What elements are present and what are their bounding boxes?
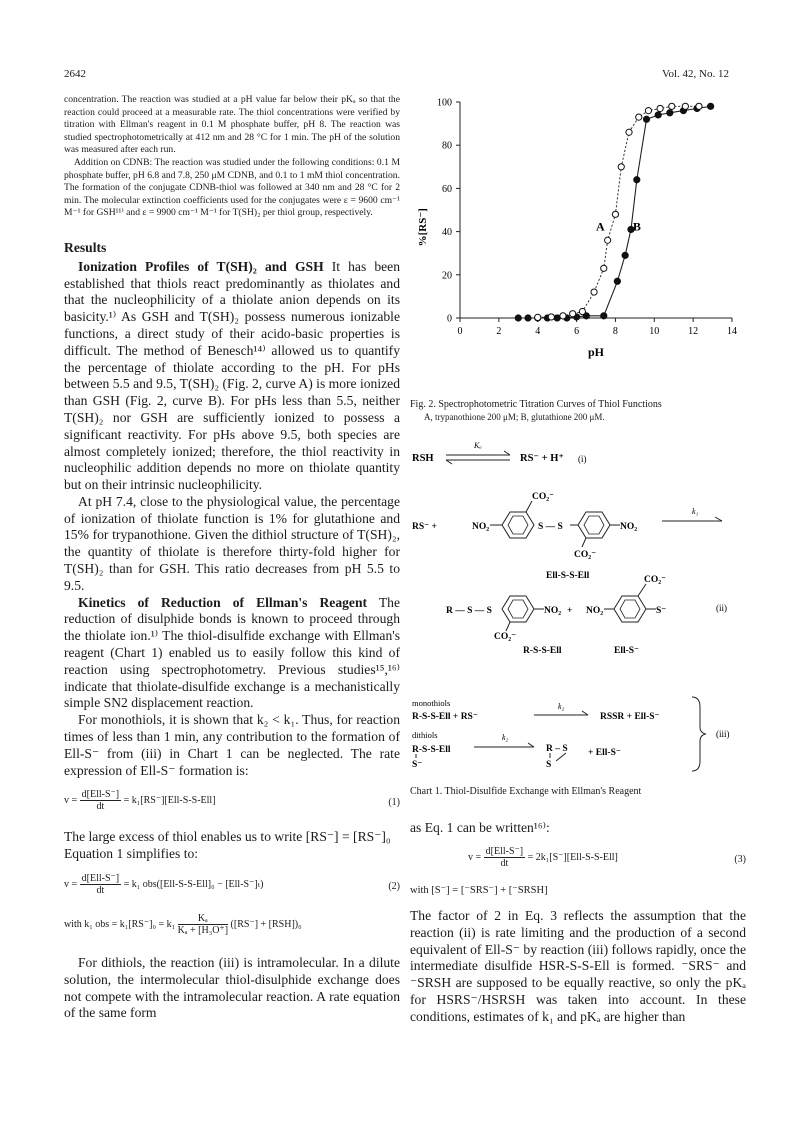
eq2-number: (2): [388, 881, 400, 893]
eq2-with-fraction: [178, 913, 228, 936]
reverse-arrow-head: [446, 460, 452, 464]
eq-ii-name-r-s-s-ell: R-S-S-Ell: [523, 646, 562, 656]
curve-b-point: [525, 315, 531, 321]
eq-ii-carboxylate-top: CO₂⁻: [532, 492, 555, 502]
eq-iii-di-left-thiolate: S⁻: [412, 760, 423, 770]
eq3-denominator: dt: [500, 858, 509, 869]
eq-iii-mono-left: R-S-S-Ell + RS⁻: [412, 712, 478, 722]
curve-b-point: [634, 177, 640, 183]
y-tick-label: 20: [442, 270, 452, 282]
factor-of-two-paragraph: The factor of 2 in Eq. 3 reflects the assumption that the reaction (ii) is rate limiting and the production of a second equivalent of Ell-S⁻ by reaction (iii) follows rapidly, once the intermediate disulfide HSR-S-S-Ell is formed. ⁻SRS⁻ and ⁻SRSH are supposed to be equally reactive, so only the pKₐ for HSRS⁻/HSRSH was taken into account. In these conditions, estimates of k₁ and pKₐ are higher than: [410, 908, 746, 1024]
figure-2-caption: [410, 398, 746, 424]
x-tick-label: 0: [457, 326, 463, 337]
curve-a-point: [636, 114, 642, 120]
curve-b-point: [614, 278, 620, 284]
methods-text: [64, 94, 400, 220]
curve-b-point: [601, 313, 607, 319]
mono-arrow-head: [582, 711, 588, 715]
eq2-rhs: = k₁ obs([Ell-S-S-Ell]₀ − [Ell-S⁻]ₜ): [123, 878, 264, 890]
eq3-fraction: [484, 846, 526, 869]
kinetics-runin: Kinetics of Reduction of Ellman's Reagent: [78, 594, 368, 610]
di-arrow-head: [528, 743, 534, 747]
eq-ii-constant: k₁: [692, 507, 699, 516]
curve-a-point: [657, 105, 663, 111]
eq2-lhs: v =: [64, 878, 78, 890]
eq-iii-k2-di: k₂: [502, 733, 509, 742]
curve-b-point: [554, 315, 560, 321]
ionization-paragraph: [64, 259, 400, 494]
eq-ii-r-s-s: R — S — S: [446, 606, 492, 616]
equation-1: [64, 789, 400, 821]
curve-a-line: [538, 106, 699, 317]
eq-ii-disulfide: S — S: [538, 522, 563, 532]
eq2-with-denominator: Kₐ + [H₃O⁺]: [177, 925, 229, 937]
equation-i: [412, 441, 587, 464]
kinetics-paragraph: [64, 595, 400, 713]
eq-ii-name-ell-s: Ell-S⁻: [614, 646, 640, 656]
left-column: [64, 94, 400, 1022]
eq-ii-nitro-4: NO₂: [586, 606, 604, 616]
benzene-ring-4-inner: [620, 600, 640, 618]
equation-3-wrap: [410, 846, 746, 896]
x-tick-label: 2: [496, 326, 502, 337]
eq1-numerator: d[Ell-S⁻]: [81, 789, 120, 801]
equation-3: [410, 846, 746, 878]
curve-a-point: [626, 129, 632, 135]
eq2-fraction: [80, 873, 122, 896]
equation-iii: [412, 697, 730, 771]
right-column-text: [410, 820, 746, 837]
results-section: [64, 240, 400, 780]
curve-a-point: [570, 311, 576, 317]
benzene-ring-3-inner: [508, 600, 528, 618]
x-tick-label: 4: [535, 326, 541, 337]
eq-ii-carboxylate-bottom: CO₂⁻: [574, 550, 597, 560]
curve-a-point: [591, 289, 597, 295]
eq-iii-mono-right: RSSR + Ell-S⁻: [600, 712, 660, 722]
eq-ii-carboxylate-3: CO₂⁻: [494, 632, 517, 642]
equation-2-with: [64, 913, 400, 947]
x-axis-label: pH: [587, 345, 605, 359]
bond-line: [526, 501, 532, 512]
y-axis-label: %[RS⁻]: [417, 208, 429, 247]
y-tick-label: 100: [437, 97, 452, 109]
curve-a-point: [669, 103, 675, 109]
eq-i-left: RSH: [412, 453, 434, 464]
eq1-rhs: = k₁[RS⁻][Ell-S-S-Ell]: [123, 795, 216, 807]
figure-2-caption-title: Fig. 2. Spectrophotometric Titration Curves of Thiol Functions: [410, 399, 662, 410]
y-tick-label: 40: [442, 227, 452, 239]
bond-line: [638, 584, 646, 596]
eq2-denominator: dt: [96, 885, 105, 897]
eq-ii-plus: +: [567, 606, 573, 616]
eq2-with-numerator: Kₐ: [178, 913, 228, 925]
curve-a-point: [560, 313, 566, 319]
curve-b-point: [622, 252, 628, 258]
bond-line: [556, 753, 566, 761]
eq1-number: (1): [388, 797, 400, 809]
eq-ii-nitro-right: NO₂: [620, 522, 638, 532]
curve-a-point: [548, 314, 554, 320]
eq-iii-di-right: R – S: [546, 744, 568, 754]
curve-a-point: [696, 103, 702, 109]
eq-i-right: RS⁻ + H⁺: [520, 453, 564, 464]
curve-b-point: [643, 116, 649, 122]
chart-ticks: [437, 98, 737, 338]
curve-a-point: [601, 265, 607, 271]
curve-a-label: A: [596, 219, 605, 234]
curve-b-point: [655, 112, 661, 118]
curve-a-point: [612, 211, 618, 217]
equation-2: [64, 873, 400, 905]
y-tick-label: 80: [442, 140, 452, 152]
curve-a-point: [535, 314, 541, 320]
eq-ii-nitro-3: NO₂: [544, 606, 562, 616]
eq-iii-di-right-product: + Ell-S⁻: [588, 748, 621, 758]
ionization-runin: Ionization Profiles of T(SH)₂ and GSH: [78, 258, 324, 274]
eq-iii-di-left: R-S-S-Ell: [412, 745, 451, 755]
forward-arrow-head: [504, 451, 510, 455]
equation-ii: [412, 492, 727, 656]
chart-1-scheme: [410, 435, 746, 775]
physiological-paragraph: At pH 7.4, close to the physiological value, the percentage of ionization of thiolate function is 1% for glutathione and 15% for trypanothione. Given the dithiol structure of T(SH)₂, the quantity of thiolate is therefore thirty-fold higher for T(SH)₂ than for GSH. This ratio decreases from pH 5.5 to 9.5.: [64, 493, 400, 593]
journal-volume: Vol. 42, No. 12: [661, 68, 729, 80]
large-excess-text: The large excess of thiol enables us to write [RS⁻] = [RS⁻]₀: [64, 829, 391, 845]
eq2-with-prefix: with k₁ obs = k₁[RS⁻]₀ = k₁: [64, 918, 176, 930]
eq-i-label: (i): [578, 454, 587, 464]
eq3-rhs: = 2k₁[S⁻][Ell-S-S-Ell]: [527, 851, 618, 863]
titration-chart: [410, 82, 746, 382]
eq3-lhs: v =: [468, 851, 482, 863]
page-number: 2642: [64, 68, 86, 80]
curve-a-point: [645, 108, 651, 114]
curve-a-point: [605, 237, 611, 243]
eq3-lead: as Eq. 1 can be written¹⁶⁾:: [410, 820, 550, 835]
right-column-paragraph: [410, 908, 746, 1026]
curve-b-label: B: [632, 219, 641, 234]
eq-ii-nitro-left: NO₂: [472, 522, 490, 532]
methods-paragraph-2: Addition on CDNB: The reaction was studied under the following conditions: 0.1 M phosphate buffer, pH 6.8 and 7.8, 250 μM CDNB, and 0.1 to 1 mM thiol concentration. The formation of the conjugate CDNB-thiol was followed at 340 nm and 28 °C for 2 min. The molecular extinction coefficients used for the conjugates were ε = 9600 cm⁻¹ M⁻¹ for GSH¹¹⁾ and ε = 9900 cm⁻¹ M⁻¹ for T(SH)₂ per thiol group, respectively.: [64, 156, 400, 219]
curve-b-point: [667, 110, 673, 116]
methods-paragraph-1: concentration. The reaction was studied at a pH value far below their pKₐ so that the reaction could proceed at a measurable rate. The thiol concentrations were verified by titration with Ellman's reagent in 0.1 M phosphate buffer, pH 8. The reaction was studied spectrophotometrically at 412 nm and 28 °C for 1 min. The pH of the solution was measured after each run.: [64, 94, 400, 156]
simplifies-text: Equation 1 simplifies to:: [64, 846, 199, 862]
eq2-with-suffix: ([RS⁻] + [RSH])₀: [230, 918, 302, 930]
kinetics-text: The reduction of disulphide bonds is known to proceed through the thiolate ion.¹⁾ The thiol-disulfide exchange with Ellman's reagent (Chart 1) enabled us to easily follow this kind of reaction using spectrophotometry. Previous studies¹⁵,¹⁶⁾ indicate that thiolate-disulfide exchange is a mechanistically simple SN2 displacement reaction.: [64, 594, 401, 711]
brace: [692, 697, 706, 771]
eq-iii-label: (iii): [716, 729, 730, 739]
eq1-denominator: dt: [96, 801, 105, 813]
eq-ii-carboxylate-4: CO₂⁻: [644, 575, 667, 585]
ionization-text: It has been established that thiols react predominantly as thiolates and that the nucleophilicity of a thiolate anion depends on its basicity.¹⁾ As GSH and T(SH)₂ possess numerous ionizable functions, a direct study of their acido-basic properties is difficult. The method of Benesch¹⁴⁾ allowed us to quantify the percentage of thiolate according to the pH. For pHs between 5.5 and 9.5, T(SH)₂ (Fig. 2, curve A) is more ionized than GSH (Fig. 2, curve B). For pHs less than 5.5, neither T(SH)₂ nor GSH are sufficiently ionized to possess a significant reactivity. For pHs above 9.5, both species are almost completely ionized; therefore, the thiol reactivity in nucleophilic addition depends no more on thiolate quantity but on their intrinsic nucleophilicity.: [64, 258, 400, 493]
chart-1-caption: Chart 1. Thiol-Disulfide Exchange with Ellman's Reagent: [410, 786, 642, 797]
eq-i-constant: Kₐ: [474, 441, 482, 450]
eq-ii-thiolate: RS⁻ +: [412, 522, 437, 532]
x-tick-label: 14: [727, 326, 737, 337]
rate-arrow-head: [715, 517, 722, 521]
bond-line: [582, 538, 586, 547]
eq-iii-di-right-s: S: [546, 760, 552, 770]
curve-a-point: [618, 164, 624, 170]
dithiols-paragraph: For dithiols, the reaction (iii) is intramolecular. In a dilute solution, the intermolecular thiol-disulphide exchange does not compete with the intramolecular reaction. A rate equation of the same form: [64, 955, 400, 1021]
eq-ii-name-ell-s-s-ell: Ell-S-S-Ell: [546, 571, 590, 581]
figure-2-caption-sub: A, trypanothione 200 μM; B, glutathione 200 μM.: [424, 412, 605, 422]
eq3-with: with [S⁻] = [⁻SRS⁻] + [⁻SRSH]: [410, 885, 548, 896]
eq3-number: (3): [734, 854, 746, 865]
benzene-ring-1-inner: [508, 516, 528, 534]
results-heading: Results: [64, 239, 107, 255]
y-tick-label: 0: [447, 313, 452, 325]
eq-ii-thiolate-s: S⁻: [656, 606, 667, 616]
curve-a-points: [535, 103, 702, 320]
x-tick-label: 8: [612, 326, 618, 337]
eq-iii-dithiols-label: dithiols: [412, 730, 438, 740]
eq1-lhs: v =: [64, 795, 78, 807]
eq-ii-label: (ii): [716, 603, 727, 613]
bond-line: [506, 622, 510, 631]
eq-iii-k2-mono: k₂: [558, 702, 565, 711]
curve-a-point: [682, 103, 688, 109]
x-tick-label: 12: [688, 326, 699, 337]
chart-axes: [460, 102, 732, 318]
y-tick-label: 60: [442, 183, 452, 195]
eq3-numerator: d[Ell-S⁻]: [485, 846, 524, 857]
eq1-fraction: [80, 789, 122, 812]
x-tick-label: 10: [649, 326, 660, 337]
monothiols-paragraph: For monothiols, it is shown that k₂ < k₁. Thus, for reaction times of less than 1 min, any contribution to the formation of Ell-S⁻ from (iii) in Chart 1 can be neglected. The rate expression of Ell-S⁻ formation is:: [64, 712, 400, 778]
benzene-ring-2-inner: [584, 516, 604, 534]
eq2-numerator: d[Ell-S⁻]: [81, 873, 120, 885]
curve-b-point: [708, 103, 714, 109]
curve-b-point: [515, 315, 521, 321]
curve-a-point: [579, 308, 585, 314]
x-tick-label: 6: [574, 326, 580, 337]
eq-iii-monothiols-label: monothiols: [412, 698, 451, 708]
